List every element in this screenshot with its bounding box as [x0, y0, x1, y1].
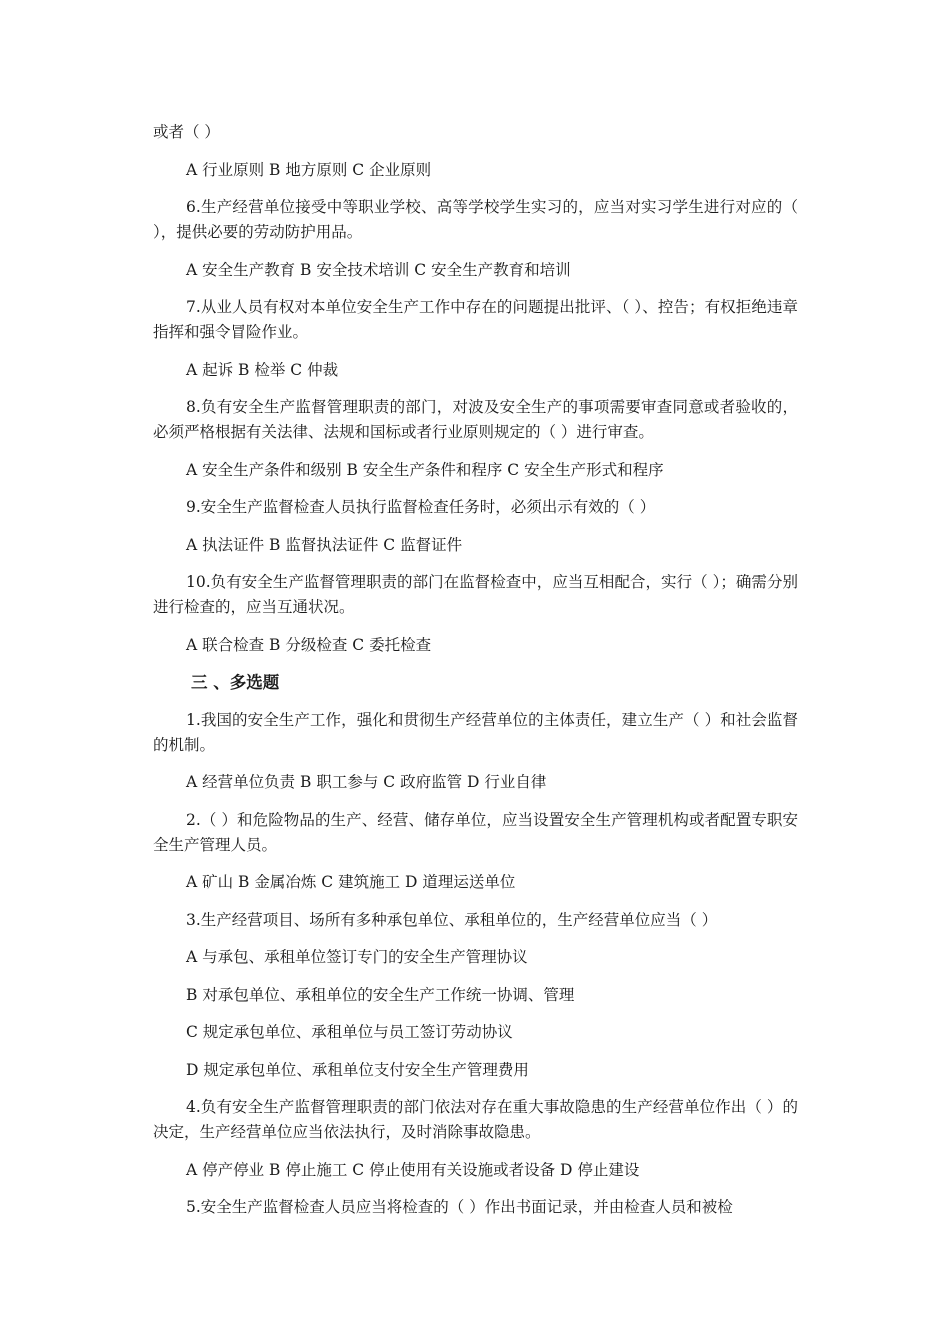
question-8: 8.负有安全生产监督管理职责的部门，对波及安全生产的事项需要审查同意或者验收的，必须严格根据有关法律、法规和国标或者行业原则规定的（ ）进行审查。	[153, 398, 798, 441]
question-5-options: A 行业原则 B 地方原则 C 企业原则	[186, 160, 432, 179]
multi-question-1-options: A 经营单位负责 B 职工参与 C 政府监管 D 行业自律	[186, 773, 547, 791]
multi-question-3-option-c: C 规定承包单位、承租单位与员工签订劳动协议	[186, 1023, 513, 1041]
question-5-continuation: 或者（ ）	[153, 123, 220, 141]
question-9: 9.安全生产监督检查人员执行监督检查任务时，必须出示有效的（ ）	[186, 498, 656, 516]
multi-question-2: 2.（ ）和危险物品的生产、经营、储存单位，应当设置安全生产管理机构或者配置专职安全生产管理人员。	[153, 810, 798, 854]
question-7-options: A 起诉 B 检举 C 仲裁	[186, 360, 339, 379]
multi-question-3: 3.生产经营项目、场所有多种承包单位、承租单位的，生产经营单位应当（ ）	[186, 910, 718, 929]
multi-question-3-option-d: D 规定承包单位、承租单位支付安全生产管理费用	[186, 1060, 529, 1079]
multi-question-3-option-a: A 与承包、承租单位签订专门的安全生产管理协议	[186, 948, 528, 966]
question-8-options: A 安全生产条件和级别 B 安全生产条件和程序 C 安全生产形式和程序	[186, 460, 664, 479]
multi-question-1: 1.我国的安全生产工作，强化和贯彻生产经营单位的主体责任，建立生产（ ）和社会监督的机制。	[153, 710, 798, 754]
section-heading-multiple-choice: 三 、多选题	[191, 673, 280, 692]
question-10: 10.负有安全生产监督管理职责的部门在监督检查中，应当互相配合，实行（ ）；确需分别进行检查的，应当互通状况。	[153, 573, 798, 616]
multi-question-4: 4.负有安全生产监督管理职责的部门依法对存在重大事故隐患的生产经营单位作出（ ）的决定，生产经营单位应当依法执行，及时消除事故隐患。	[153, 1098, 798, 1141]
question-10-options: A 联合检查 B 分级检查 C 委托检查	[186, 635, 432, 654]
question-7: 7.从业人员有权对本单位安全生产工作中存在的问题提出批评、（ ）、控告；有权拒绝违章指挥和强令冒险作业。	[153, 298, 798, 341]
multi-question-2-options: A 矿山 B 金属冶炼 C 建筑施工 D 道理运送单位	[186, 873, 516, 891]
multi-question-3-option-b: B 对承包单位、承租单位的安全生产工作统一协调、管理	[186, 985, 575, 1004]
multi-question-5: 5.安全生产监督检查人员应当将检查的（ ）作出书面记录，并由检查人员和被检	[186, 1198, 733, 1216]
multi-question-4-options: A 停产停业 B 停止施工 C 停止使用有关设施或者设备 D 停止建设	[186, 1160, 640, 1179]
question-9-options: A 执法证件 B 监督执法证件 C 监督证件	[186, 535, 463, 554]
document-page	[153, 118, 798, 1233]
question-6: 6.生产经营单位接受中等职业学校、高等学校学生实习的，应当对实习学生进行对应的（ ），提供必要的劳动防护用品。	[153, 198, 798, 241]
question-6-options: A 安全生产教育 B 安全技术培训 C 安全生产教育和培训	[186, 260, 571, 279]
